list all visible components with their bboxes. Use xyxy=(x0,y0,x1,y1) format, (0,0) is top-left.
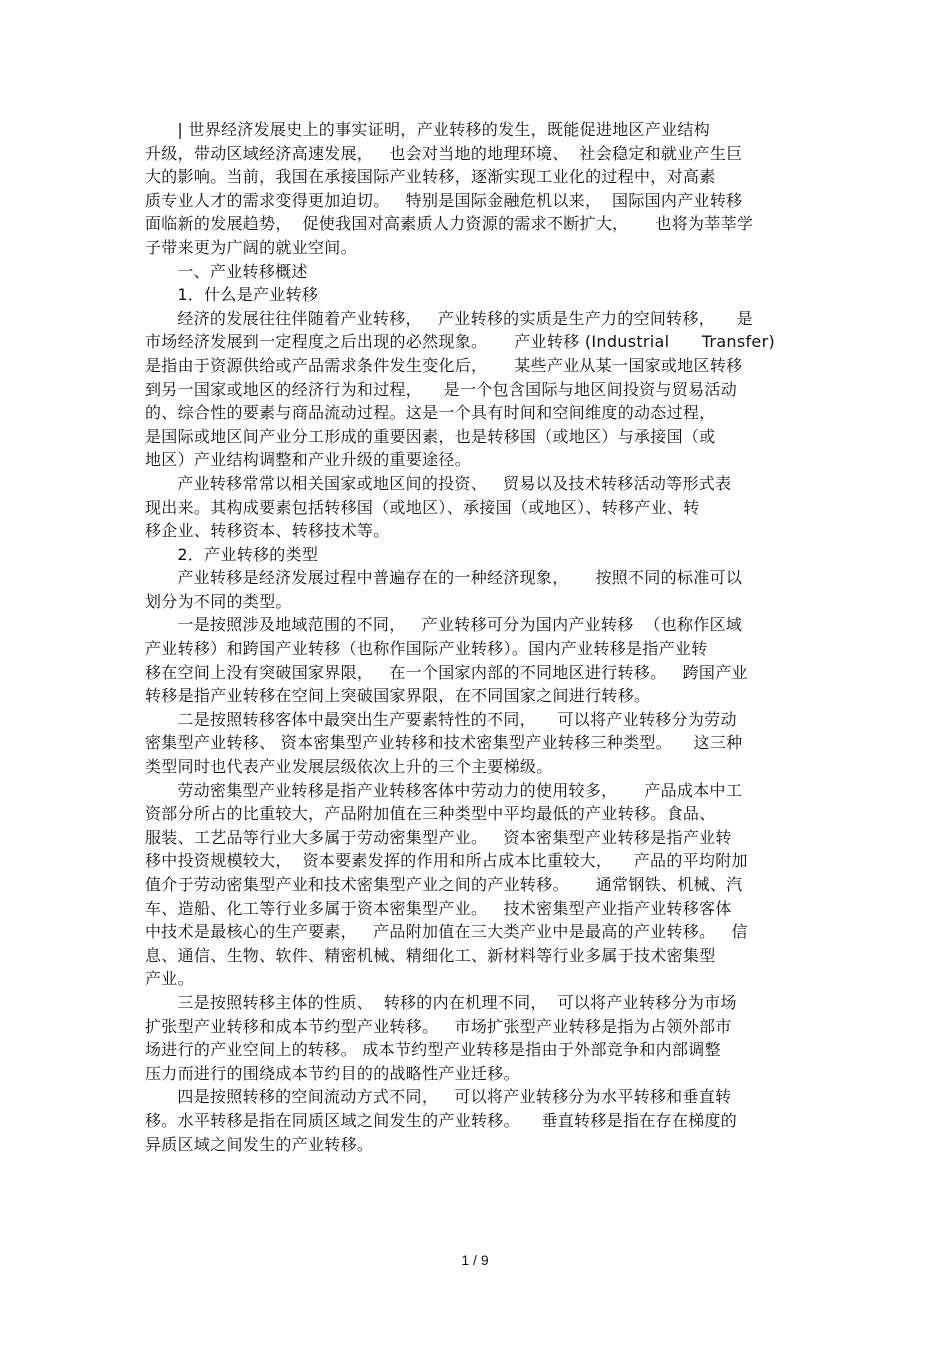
text-line: 产业转移常常以相关国家或地区间的投资、 贸易以及技术转移活动等形式表 xyxy=(145,473,732,493)
text-line: 是国际或地区间产业分工形成的重要因素，也是转移国（或地区）与承接国（或 xyxy=(145,426,716,446)
text-line: 四是按照转移的空间流动方式不同， 可以将产业转移分为水平转移和垂直转 xyxy=(145,1087,732,1107)
text-line: 三是按照转移主体的性质、 转移的内在机理不同， 可以将产业转移分为市场 xyxy=(145,992,737,1012)
text-line: 产业。 xyxy=(145,969,194,989)
text-line: 升级，带动区域经济高速发展， 也会对当地的地理环境、 社会稳定和就业产生巨 xyxy=(145,143,743,163)
text-line: 移企业、转移资本、转移技术等。 xyxy=(145,521,390,541)
text-line: 值介于劳动密集型产业和技术密集型产业之间的产业转移。 通常钢铁、机械、汽 xyxy=(145,875,743,894)
text-line: 一、产业转移概述 xyxy=(145,261,308,281)
document-body xyxy=(145,118,810,1156)
text-line: 到另一国家或地区的经济行为和过程， 是一个包含国际与地区间投资与贸易活动 xyxy=(145,379,738,399)
text-line: 劳动密集型产业转移是指产业转移客体中劳动力的使用较多， 产品成本中工 xyxy=(145,780,743,800)
text-line: 中技术是最核心的生产要素， 产品附加值在三大类产业中是最高的产业转移。 信 xyxy=(145,922,748,942)
text-line: | 世界经济发展史上的事实证明，产业转移的发生，既能促进地区产业结构 xyxy=(145,120,710,139)
text-line: 移。水平转移是指在同质区域之间发生的产业转移。 垂直转移是指在存在梯度的 xyxy=(145,1110,738,1130)
text-line: 一是按照涉及地域范围的不同， 产业转移可分为国内产业转移 （也称作区域 xyxy=(145,615,743,635)
text-line: 转移是指产业转移在空间上突破国家界限，在不同国家之间进行转移。 xyxy=(145,686,651,706)
text-line: 压力而进行的围绕成本节约目的的战略性产业迁移。 xyxy=(145,1063,520,1083)
text-line: 类型同时也代表产业发展层级依次上升的三个主要梯级。 xyxy=(145,757,553,777)
text-line: 资部分所占的比重较大，产品附加值在三种类型中平均最低的产业转移。食品、 xyxy=(145,804,716,824)
text-line: 异质区域之间发生的产业转移。 xyxy=(145,1134,374,1154)
page-number: 1 / 9 xyxy=(461,1252,489,1268)
text-line: 面临新的发展趋势， 促使我国对高素质人力资源的需求不断扩大， 也将为莘莘学 xyxy=(145,214,754,234)
text-line: 划分为不同的类型。 xyxy=(145,591,292,611)
text-line: 车、造船、化工等行业多属于资本密集型产业。 技术密集型产业指产业转移客体 xyxy=(145,898,732,918)
text-line: 质专业人才的需求变得更加迫切。 特别是国际金融危机以来， 国际国内产业转移 xyxy=(145,190,743,210)
text-line: 密集型产业转移、 资本密集型产业转移和技术密集型产业转移三种类型。 这三种 xyxy=(145,733,743,753)
text-line: 服装、工艺品等行业大多属于劳动密集型产业。 资本密集型产业转移是指产业转 xyxy=(145,827,732,847)
text-line: 移中投资规模较大， 资本要素发挥的作用和所占成本比重较大， 产品的平均附加 xyxy=(145,851,748,871)
text-line: 大的影响。当前，我国在承接国际产业转移，逐渐实现工业化的过程中，对高素 xyxy=(145,167,716,187)
text-line: 地区）产业结构调整和产业升级的重要途径。 xyxy=(145,450,472,470)
text-line: 二是按照转移客体中最突出生产要素特性的不同， 可以将产业转移分为劳动 xyxy=(145,709,737,729)
text-line: 2．产业转移的类型 xyxy=(145,544,319,564)
text-line: 经济的发展往往伴随着产业转移， 产业转移的实质是生产力的空间转移， 是 xyxy=(145,308,753,328)
text-line: 1．什么是产业转移 xyxy=(145,285,319,305)
text-line: 市场经济发展到一定程度之后出现的必然现象。 产业转移 (Industrial Transfer) xyxy=(145,332,775,352)
text-line: 产业转移是经济发展过程中普遍存在的一种经济现象， 按照不同的标准可以 xyxy=(145,568,743,588)
text-line: 扩张型产业转移和成本节约型产业转移。 市场扩张型产业转移是指为占领外部市 xyxy=(145,1016,732,1036)
text-line: 场进行的产业空间上的转移。 成本节约型产业转移是指由于外部竞争和内部调整 xyxy=(145,1040,721,1060)
text-line: 是指由于资源供给或产品需求条件发生变化后， 某些产业从某一国家或地区转移 xyxy=(145,355,743,375)
text-line: 现出来。其构成要素包括转移国（或地区）、承接国（或地区）、转移产业、转 xyxy=(145,497,700,517)
text-line: 子带来更为广阔的就业空间。 xyxy=(145,237,357,257)
text-line: 的、综合性的要素与商品流动过程。这是一个具有时间和空间维度的动态过程， xyxy=(145,403,716,423)
text-line: 产业转移）和跨国产业转移（也称作国际产业转移）。国内产业转移是指产业转 xyxy=(145,639,708,659)
text-line: 息、通信、生物、软件、精密机械、精细化工、新材料等行业多属于技术密集型 xyxy=(145,945,716,965)
text-line: 移在空间上没有突破国家界限， 在一个国家内部的不同地区进行转移。 跨国产业 xyxy=(145,662,748,682)
